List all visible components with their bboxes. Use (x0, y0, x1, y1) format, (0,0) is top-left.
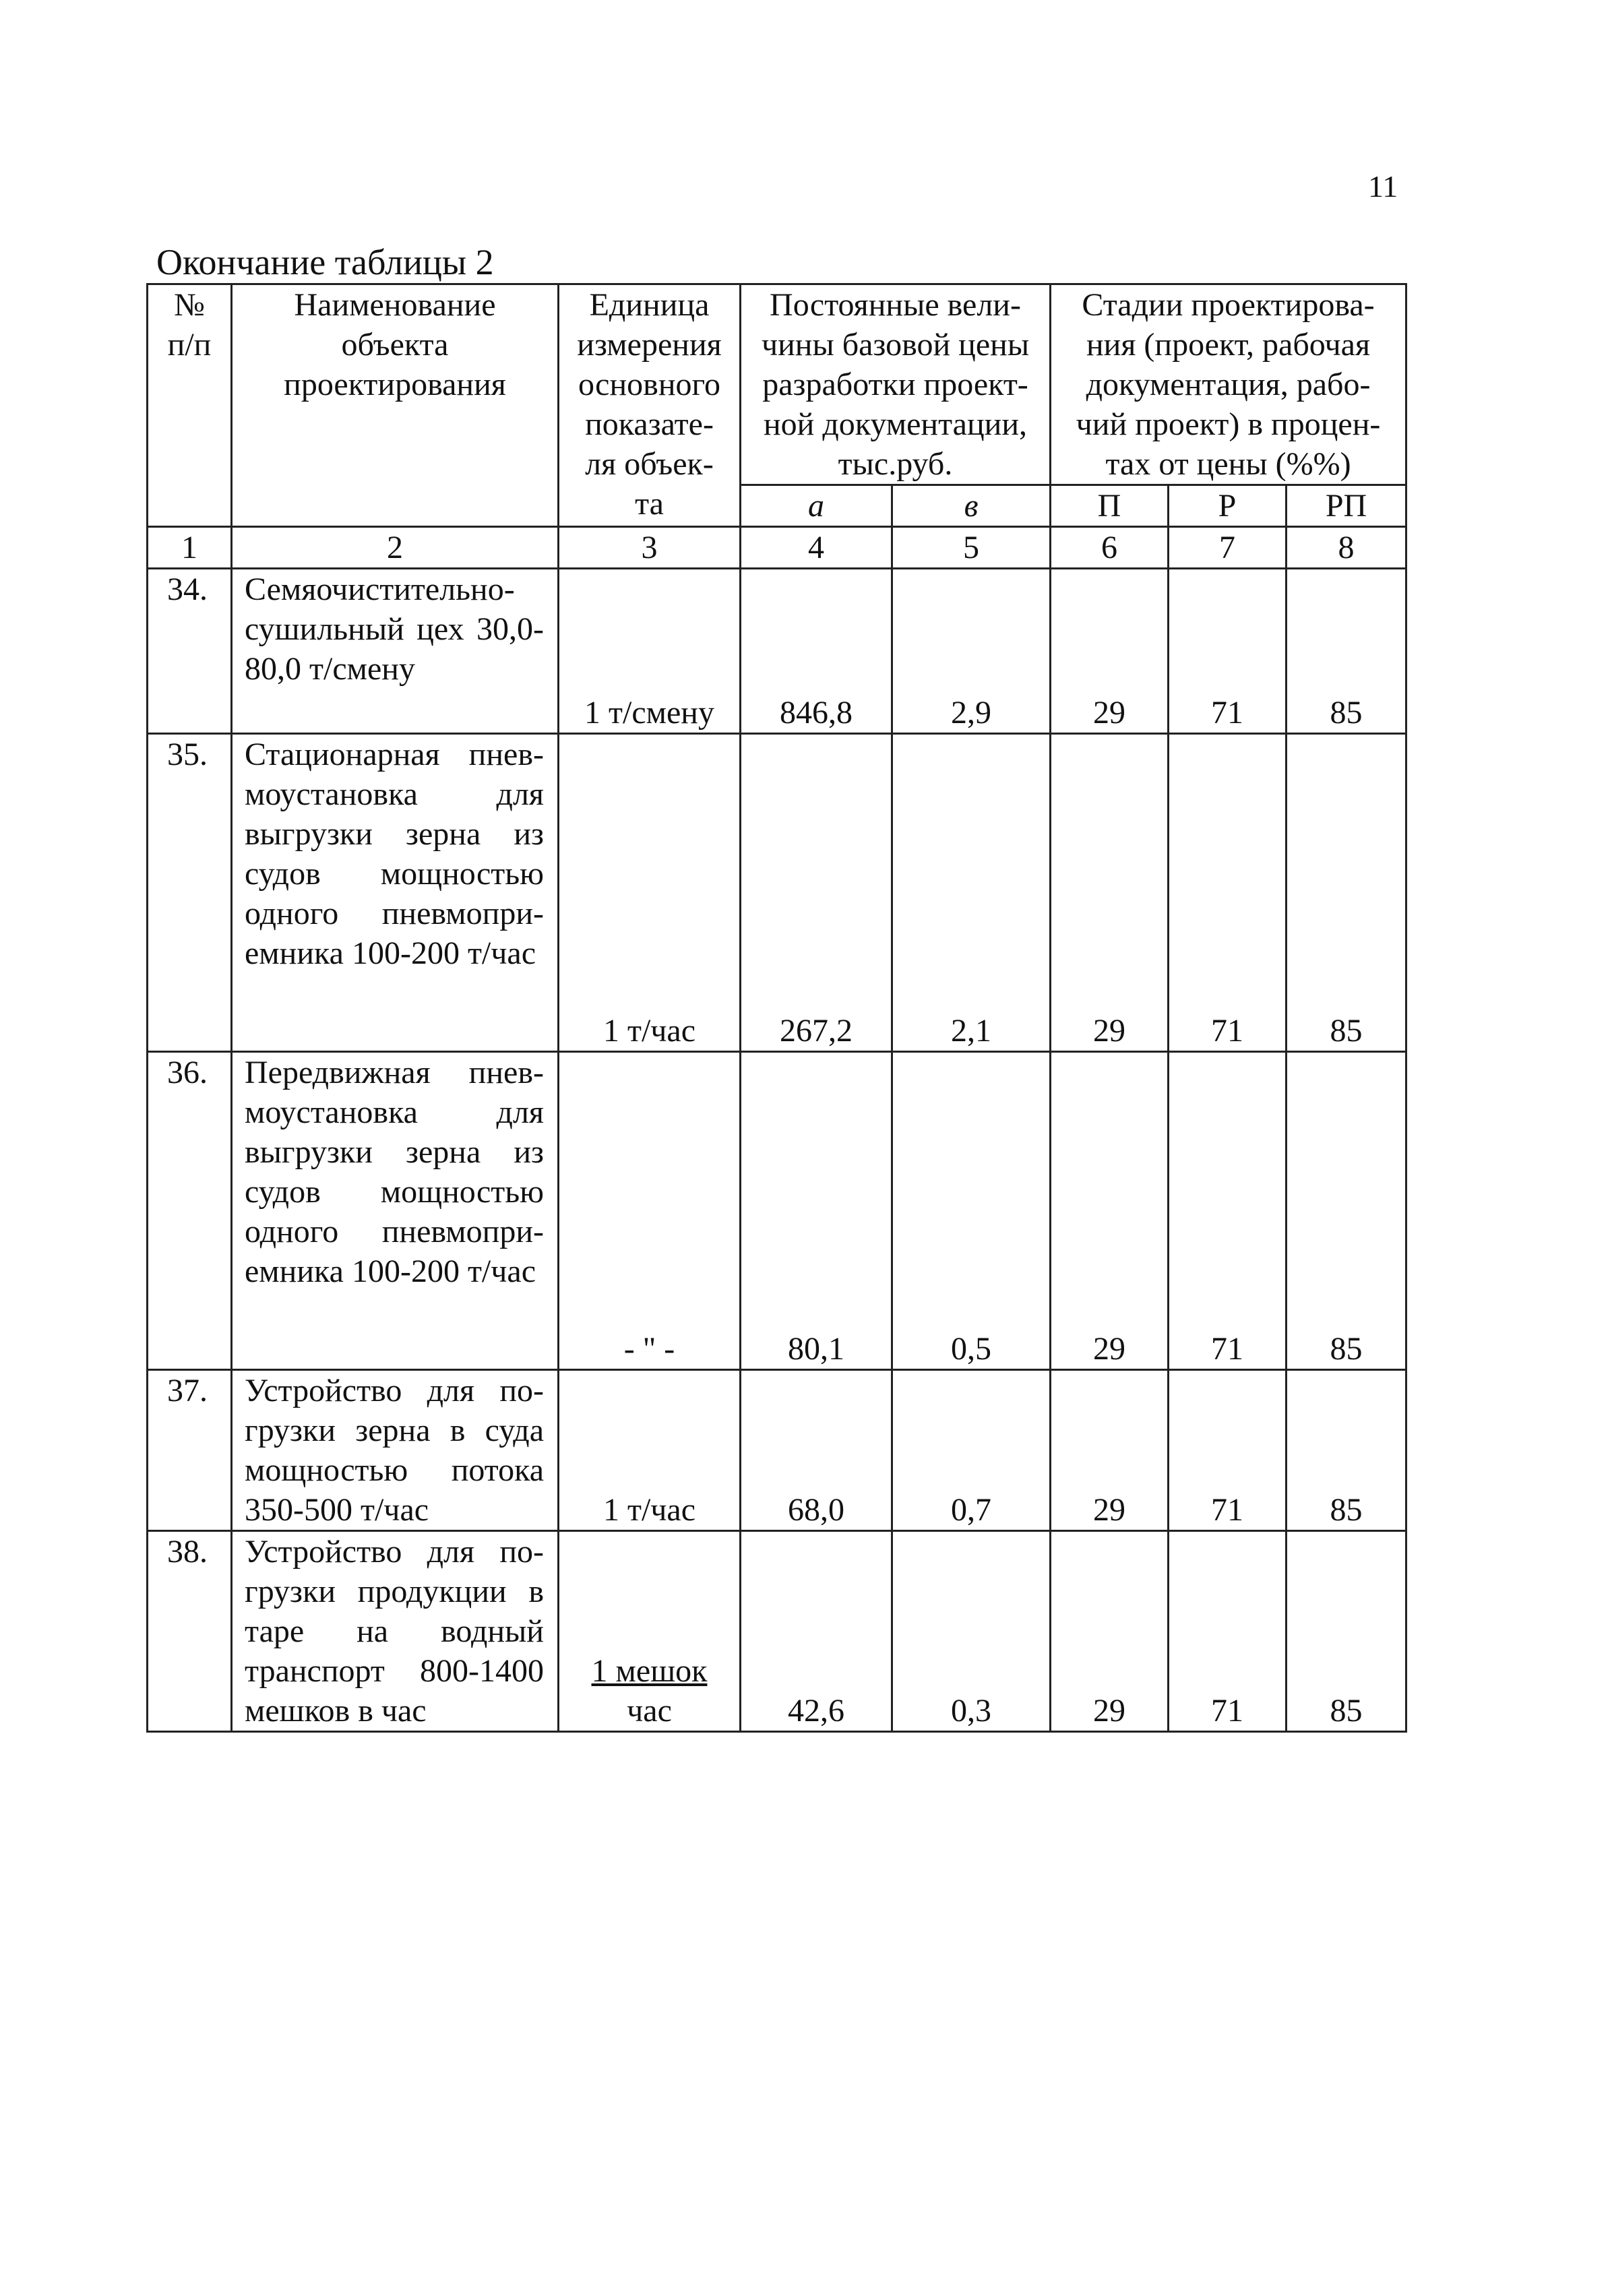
row-number: 35. (148, 734, 232, 1052)
header-constant-values: Постоянные вели- чины базовой цены разработки проект- ной документации, тыс.руб. (741, 284, 1051, 485)
table-row (148, 1052, 1406, 1370)
value-rp: 85 (1287, 734, 1406, 1052)
column-number: 1 (148, 527, 232, 569)
value-v: 2,9 (892, 569, 1051, 734)
unit-denominator: час (627, 1693, 672, 1729)
unit-cell: 1 т/час (559, 1370, 741, 1531)
subheader-rp: РП (1287, 485, 1406, 527)
row-number: 34. (148, 569, 232, 734)
unit-numerator: 1 мешок (591, 1653, 708, 1689)
object-name: Устройство для по- грузки продукции в таре на водный транспорт 800-1400 мешков в час (232, 1531, 559, 1732)
table-row (148, 734, 1406, 1052)
column-number-row (148, 527, 1406, 569)
subheader-p: П (1051, 485, 1169, 527)
value-rp: 85 (1287, 569, 1406, 734)
value-r: 71 (1169, 734, 1287, 1052)
value-a: 846,8 (741, 569, 892, 734)
column-number: 8 (1287, 527, 1406, 569)
column-number: 4 (741, 527, 892, 569)
column-number: 6 (1051, 527, 1169, 569)
object-name: Стационарная пнев- моустановка для выгрузки зерна из судов мощностью одного пневмопри- емника 100-200 т/час (232, 734, 559, 1052)
subheader-v: в (892, 485, 1051, 527)
design-price-table (146, 283, 1407, 1733)
row-number: 38. (148, 1531, 232, 1732)
table-row (148, 1370, 1406, 1531)
value-v: 0,7 (892, 1370, 1051, 1531)
column-number: 2 (232, 527, 559, 569)
value-v: 2,1 (892, 734, 1051, 1052)
table-caption: Окончание таблицы 2 (156, 242, 494, 282)
value-rp: 85 (1287, 1052, 1406, 1370)
value-r: 71 (1169, 1531, 1287, 1732)
unit-cell: 1 т/смену (559, 569, 741, 734)
value-p: 29 (1051, 1370, 1169, 1531)
value-p: 29 (1051, 569, 1169, 734)
value-a: 68,0 (741, 1370, 892, 1531)
object-name: Семяочистительно- сушильный цех 30,0-80,0 т/смену (232, 569, 559, 734)
table-row (148, 569, 1406, 734)
value-p: 29 (1051, 1052, 1169, 1370)
value-v: 0,3 (892, 1531, 1051, 1732)
value-rp: 85 (1287, 1531, 1406, 1732)
column-number: 3 (559, 527, 741, 569)
page-number: 11 (1368, 169, 1398, 204)
unit-cell: - " - (559, 1052, 741, 1370)
value-r: 71 (1169, 1370, 1287, 1531)
header-design-stages: Стадии проектирова- ния (проект, рабочая документация, рабо- чий проект) в процен- тах от цены (%%) (1051, 284, 1406, 485)
column-number: 7 (1169, 527, 1287, 569)
subheader-r: Р (1169, 485, 1287, 527)
header-unit: Единица измерения основного показате- ля объек- та (559, 284, 741, 527)
table-row (148, 1531, 1406, 1732)
value-a: 80,1 (741, 1052, 892, 1370)
value-r: 71 (1169, 1052, 1287, 1370)
row-number: 37. (148, 1370, 232, 1531)
header-row (148, 284, 1406, 485)
value-v: 0,5 (892, 1052, 1051, 1370)
value-a: 42,6 (741, 1531, 892, 1732)
subheader-a: а (741, 485, 892, 527)
object-name: Передвижная пнев- моустановка для выгрузки зерна из судов мощностью одного пневмопри- емника 100-200 т/час (232, 1052, 559, 1370)
value-p: 29 (1051, 734, 1169, 1052)
column-number: 5 (892, 527, 1051, 569)
unit-cell (559, 1531, 741, 1732)
value-rp: 85 (1287, 1370, 1406, 1531)
header-no: № п/п (148, 284, 232, 527)
object-name: Устройство для по- грузки зерна в суда мощностью потока 350-500 т/час (232, 1370, 559, 1531)
value-r: 71 (1169, 569, 1287, 734)
value-a: 267,2 (741, 734, 892, 1052)
row-number: 36. (148, 1052, 232, 1370)
value-p: 29 (1051, 1531, 1169, 1732)
header-name: Наименование объекта проектирования (232, 284, 559, 527)
unit-cell: 1 т/час (559, 734, 741, 1052)
